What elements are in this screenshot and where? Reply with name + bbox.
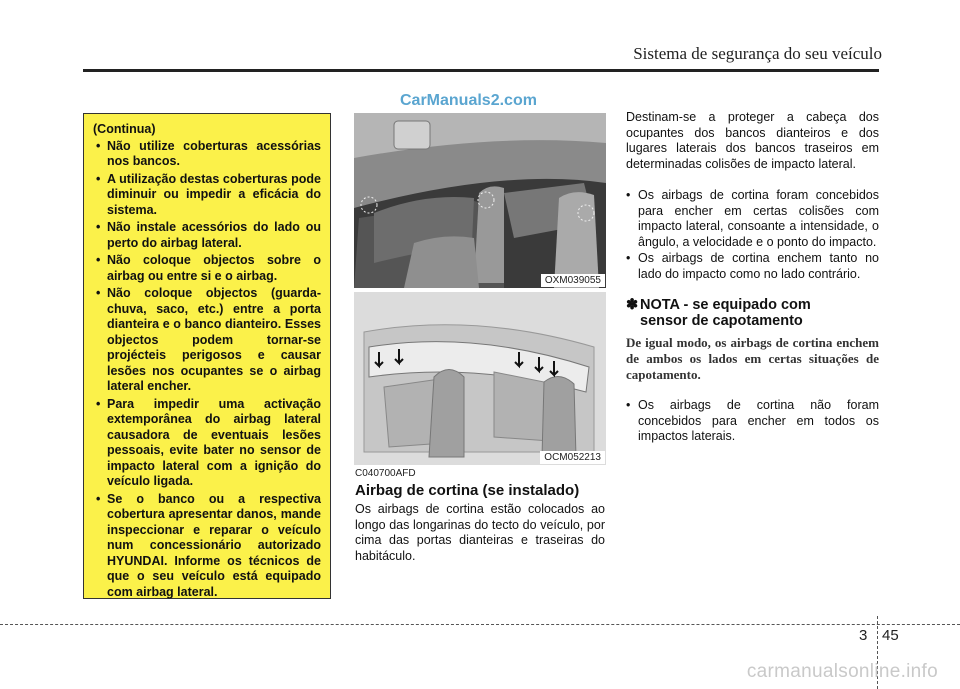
caution-item-text: A utilização destas coberturas pode diminuir ou impedir a eficácia do sistema. xyxy=(107,171,321,217)
note-title xyxy=(626,297,879,329)
list-item xyxy=(626,188,879,250)
bullet-icon: • xyxy=(96,138,101,153)
list-item xyxy=(626,398,879,445)
section-title: Airbag de cortina (se instalado) xyxy=(355,482,580,499)
caution-item xyxy=(93,220,321,251)
caution-item xyxy=(93,286,321,395)
figure-code: OCM052213 xyxy=(540,451,605,464)
note-body: De igual modo, os airbags de cortina enchem de ambos os lados em certas situações de capotamento. xyxy=(626,335,879,382)
caution-item-text: Não utilize coberturas acessórias nos bancos. xyxy=(107,138,321,168)
figure-code: OXM039055 xyxy=(541,274,605,287)
caution-continued: (Continua) xyxy=(93,122,156,136)
section-code: C040700AFD xyxy=(355,468,416,479)
note-star-icon: ✽ xyxy=(626,297,639,313)
caution-item-text: Não coloque objectos (guarda-chuva, saco, etc.) entre a porta dianteira e o banco dianteiro. Esses objectos podem tornar-se projécteis perigosos e causar lesões nos ocupantes se o airbag lateral encher. xyxy=(107,286,321,393)
figure-curtain-airbag-diagram xyxy=(354,292,606,465)
page-number: 45 xyxy=(882,627,899,644)
caution-item-text: Não instale acessórios do lado ou perto do airbag lateral. xyxy=(107,220,321,250)
running-header: Sistema de segurança do seu veículo xyxy=(633,44,882,63)
list-item-text: Os airbags de cortina não foram concebidos para encher em todos os impactos laterais. xyxy=(638,398,879,443)
bullet-icon: • xyxy=(96,286,101,300)
caution-list xyxy=(93,139,321,601)
caution-item-text: Para impedir uma activação extemporânea do airbag lateral causadora de eventuais lesões pessoais, evite bater no sensor de impacto lateral com a ignição do veículo ligada. xyxy=(107,396,321,488)
bullet-icon: • xyxy=(96,220,101,234)
bullet-icon: • xyxy=(626,251,631,265)
watermark-top: CarManuals2.com xyxy=(400,92,537,109)
right-column xyxy=(626,110,879,446)
chapter-number: 3 xyxy=(859,627,868,644)
bullet-icon: • xyxy=(96,171,101,186)
bullet-icon: • xyxy=(626,398,631,412)
intro-paragraph: Destinam-se a proteger a cabeça dos ocupantes dos bancos dianteiros e dos lugares laterais dos bancos traseiros em determinadas colisões de impacto lateral. xyxy=(626,110,879,171)
caution-item-text: Se o banco ou a respectiva cobertura apresentar danos, mande inspeccionar e reparar o veículo num concessionário autorizado HYUNDAI. Informe os técnicos de que o seu veículo está equipado com airbag lateral. xyxy=(107,491,321,599)
note-title-line2: sensor de capotamento xyxy=(640,313,803,329)
bullet-icon: • xyxy=(96,396,101,411)
bullet-list xyxy=(626,188,879,282)
bullet-icon: • xyxy=(626,188,631,202)
curtain-airbag-illustration xyxy=(354,292,606,465)
bullet-icon: • xyxy=(96,491,101,506)
list-item-text: Os airbags de cortina enchem tanto no lado do impacto como no lado contrário. xyxy=(638,251,879,281)
caution-item xyxy=(93,492,321,601)
section-body: Os airbags de cortina estão colocados ao longo das longarinas do tecto do veículo, por cima das portas dianteiras e traseiras do habitáculo. xyxy=(355,502,605,563)
caution-item xyxy=(93,172,321,219)
caution-item xyxy=(93,253,321,284)
watermark-bottom: carmanualsonline.info xyxy=(746,661,938,682)
footer-rule xyxy=(0,624,960,625)
header-rule xyxy=(83,69,879,72)
list-item-text: Os airbags de cortina foram concebidos para encher em certas colisões com impacto lateral, consoante a intensidade, o ângulo, a velocidade e o ponto do impacto. xyxy=(638,188,879,249)
list-item xyxy=(626,251,879,282)
figure-interior-photo xyxy=(354,113,606,288)
caution-item xyxy=(93,139,321,170)
bullet-icon: • xyxy=(96,253,101,267)
interior-illustration xyxy=(354,113,606,288)
caution-box xyxy=(83,113,331,599)
bullet-list-2 xyxy=(626,398,879,445)
note-title-line1: NOTA - se equipado com xyxy=(640,297,811,313)
caution-item xyxy=(93,397,321,490)
caution-item-text: Não coloque objectos sobre o airbag ou entre si e o airbag. xyxy=(107,253,321,283)
